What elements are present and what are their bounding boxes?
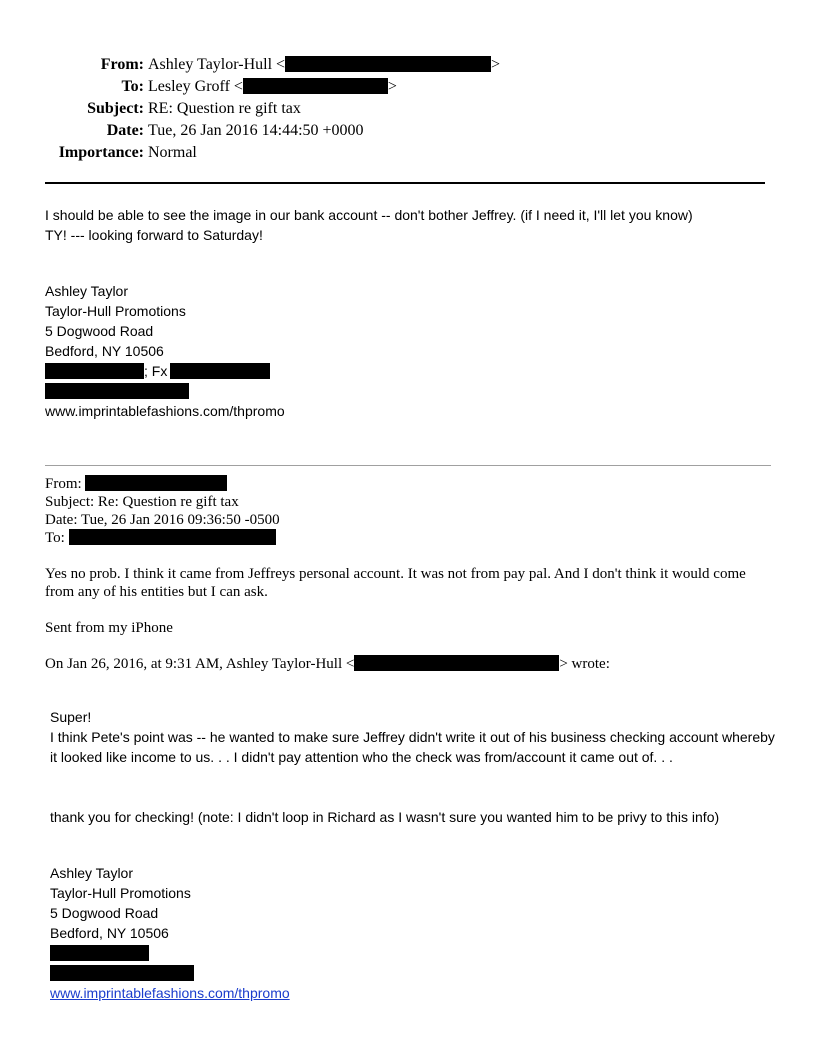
redacted-forwarded-to xyxy=(69,529,276,545)
quoted-greeting: Super! xyxy=(50,709,92,725)
forwarded-date: Date: Tue, 26 Jan 2016 09:36:50 -0500 xyxy=(45,512,280,528)
redacted-to-email xyxy=(243,78,388,94)
signature-phone-fax xyxy=(45,361,285,381)
from-name: Ashley Taylor-Hull < xyxy=(148,56,286,73)
quoted-signature-company: Taylor-Hull Promotions xyxy=(50,885,191,901)
signature-company: Taylor-Hull Promotions xyxy=(45,303,186,319)
redacted-phone xyxy=(45,363,144,379)
subject-label: Subject: xyxy=(87,100,144,117)
forwarded-to-label: To: xyxy=(45,530,65,546)
header-date-row xyxy=(40,120,500,142)
importance-label: Importance: xyxy=(58,144,144,161)
quoted-signature-phone xyxy=(50,943,290,963)
redacted-wrote-email xyxy=(354,655,559,671)
quoted-paragraph: I think Pete's point was -- he wanted to make sure Jeffrey didn't write it out of his business checking account whereby it looked like income to us. . . I didn't pay attention who the check was from/account it came out of. . . xyxy=(50,729,775,765)
quoted-thanks: thank you for checking! (note: I didn't loop in Richard as I wasn't sure you wanted him to be privy to this info) xyxy=(50,809,720,825)
header-importance-row xyxy=(40,142,500,164)
email-header xyxy=(40,54,500,164)
redacted-email xyxy=(45,383,189,399)
date-value: Tue, 26 Jan 2016 14:44:50 +0000 xyxy=(148,122,364,139)
wrote-suffix: > wrote: xyxy=(559,656,610,672)
redacted-forwarded-from xyxy=(85,475,227,491)
signature-email xyxy=(45,381,285,401)
quoted-signature-email xyxy=(50,963,290,983)
reply-signature xyxy=(45,281,285,421)
signature-website: www.imprintablefashions.com/thpromo xyxy=(45,403,285,419)
to-label: To: xyxy=(121,78,144,95)
redacted-quoted-phone xyxy=(50,945,149,961)
header-subject-row xyxy=(40,98,500,120)
header-from-row xyxy=(40,54,500,76)
forwarded-from-row xyxy=(45,475,280,493)
quoted-signature-website xyxy=(50,983,290,1003)
header-to-row xyxy=(40,76,500,98)
wrote-line xyxy=(45,655,610,673)
forwarded-from-label: From: xyxy=(45,476,82,492)
to-close: > xyxy=(387,78,397,95)
reply-line-1: I should be able to see the image in our bank account -- don't bother Jeffrey. (if I need it, I'll let you know) xyxy=(45,207,693,223)
forwarded-message: Yes no prob. I think it came from Jeffreys personal account. It was not from pay pal. And I don't think it would come from any of his entities but I can ask. xyxy=(45,566,746,600)
sent-from-iphone: Sent from my iPhone xyxy=(45,620,173,636)
signature-address-1: 5 Dogwood Road xyxy=(45,323,154,339)
signature-address-2: Bedford, NY 10506 xyxy=(45,343,164,359)
date-label: Date: xyxy=(106,122,144,139)
from-close: > xyxy=(491,56,501,73)
forwarded-to-row xyxy=(45,529,280,547)
importance-value: Normal xyxy=(148,144,197,161)
quoted-signature-name: Ashley Taylor xyxy=(50,865,134,881)
wrote-prefix: On Jan 26, 2016, at 9:31 AM, Ashley Taylor-Hull < xyxy=(45,656,355,672)
reply-body xyxy=(45,205,693,245)
forwarded-header xyxy=(45,475,280,547)
quoted-signature xyxy=(50,863,290,1003)
to-value xyxy=(148,76,397,98)
quoted-message xyxy=(50,707,775,767)
redacted-from-email xyxy=(285,56,491,72)
from-label: From: xyxy=(100,56,144,73)
redacted-fax xyxy=(170,363,270,379)
forwarded-subject: Subject: Re: Question re gift tax xyxy=(45,494,239,510)
quoted-signature-address-1: 5 Dogwood Road xyxy=(50,905,159,921)
quoted-signature-address-2: Bedford, NY 10506 xyxy=(50,925,169,941)
from-value xyxy=(148,54,500,76)
reply-line-2: TY! --- looking forward to Saturday! xyxy=(45,227,263,243)
fax-label: ; Fx xyxy=(144,363,168,379)
website-link[interactable]: www.imprintablefashions.com/thpromo xyxy=(50,985,290,1001)
signature-name: Ashley Taylor xyxy=(45,283,129,299)
to-name: Lesley Groff < xyxy=(148,78,243,95)
header-divider xyxy=(45,182,765,184)
forward-divider xyxy=(45,465,771,466)
subject-value: RE: Question re gift tax xyxy=(148,100,301,117)
redacted-quoted-email xyxy=(50,965,194,981)
